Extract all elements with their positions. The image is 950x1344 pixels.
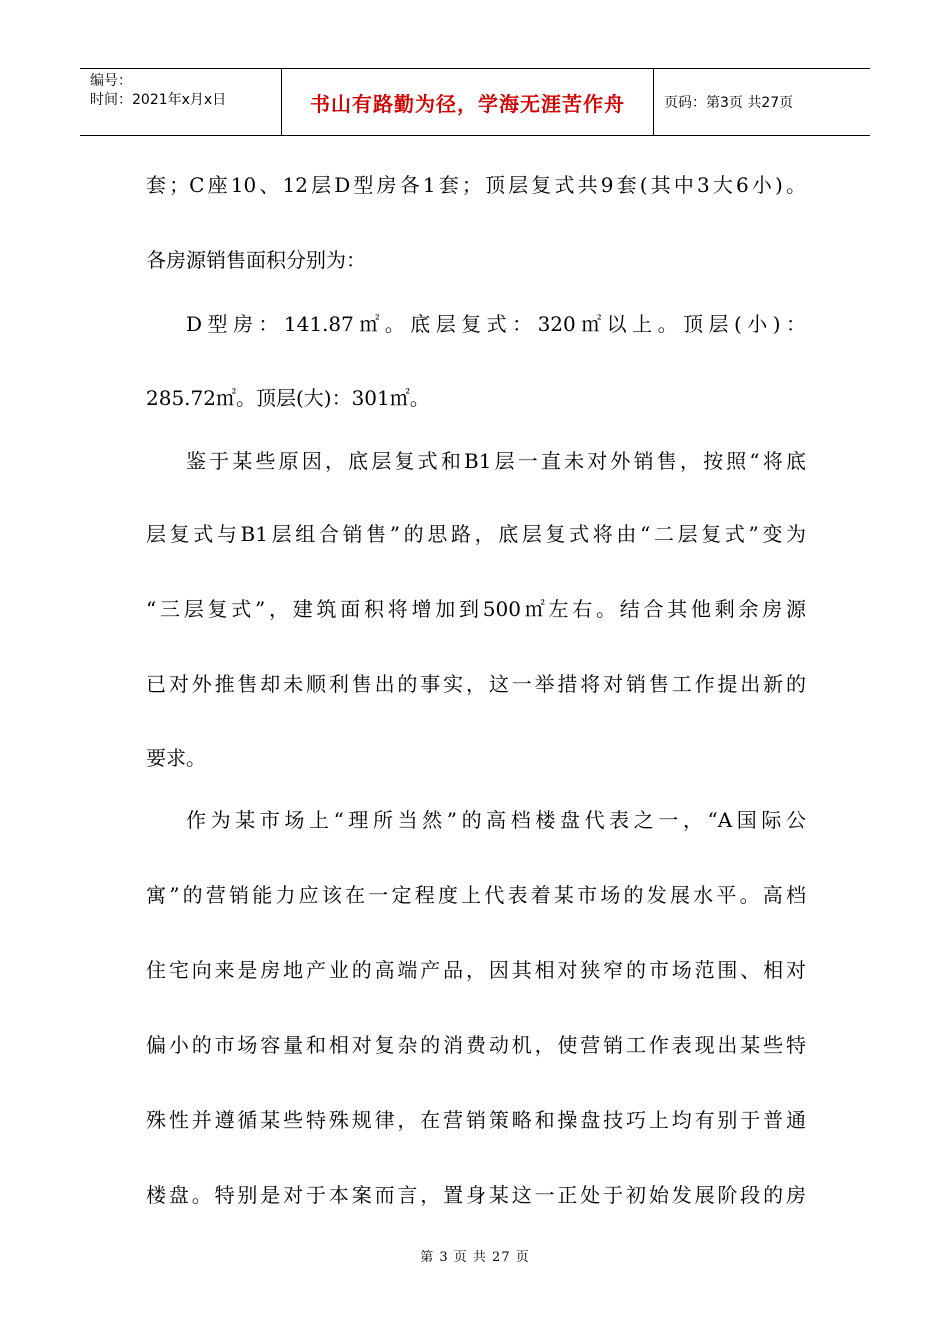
body-line: 层复式与B1层组合销售”的思路，底层复式将由“二层复式”变为 [146,522,806,546]
body-line: 楼盘。特别是对于本案而言，置身某这一正处于初始发展阶段的房 [146,1183,806,1207]
document-date: 时间：2021年x月x日 [90,92,227,108]
body-line: 要求。 [146,746,206,770]
page-header [80,68,870,136]
document-number-label: 编号： [90,73,132,89]
body-line: 各房源销售面积分别为： [146,248,366,272]
body-line: 作为某市场上“理所当然”的高档楼盘代表之一，“A国际公 [186,808,806,832]
body-line: “三层复式”，建筑面积将增加到500㎡左右。结合其他剩余房源 [146,597,806,621]
header-page-info: 页码：第3页 共27页 [664,95,794,111]
body-line: 殊性并遵循某些特殊规律，在营销策略和操盘技巧上均有别于普通 [146,1108,806,1132]
page-footer: 第 3 页 共 27 页 [420,1250,530,1265]
body-line: 套；C座10、12层D型房各1套；顶层复式共9套(其中3大6小)。 [146,173,806,197]
body-line: 285.72㎡。顶层(大)：301㎡。 [146,386,430,410]
body-line: D型房：141.87㎡。底层复式：320㎡以上。顶层(小)： [186,312,806,336]
header-motto: 书山有路勤为径，学海无涯苦作舟 [282,69,654,135]
header-meta [80,69,282,135]
body-line: 已对外推售却未顺利售出的事实，这一举措将对销售工作提出新的 [146,672,806,696]
body-line: 寓”的营销能力应该在一定程度上代表着某市场的发展水平。高档 [146,883,806,907]
body-line: 住宅向来是房地产业的高端产品，因其相对狭窄的市场范围、相对 [146,958,806,982]
body-line: 偏小的市场容量和相对复杂的消费动机，使营销工作表现出某些特 [146,1033,806,1057]
body-line: 鉴于某些原因，底层复式和B1层一直未对外销售，按照“将底 [186,449,806,473]
